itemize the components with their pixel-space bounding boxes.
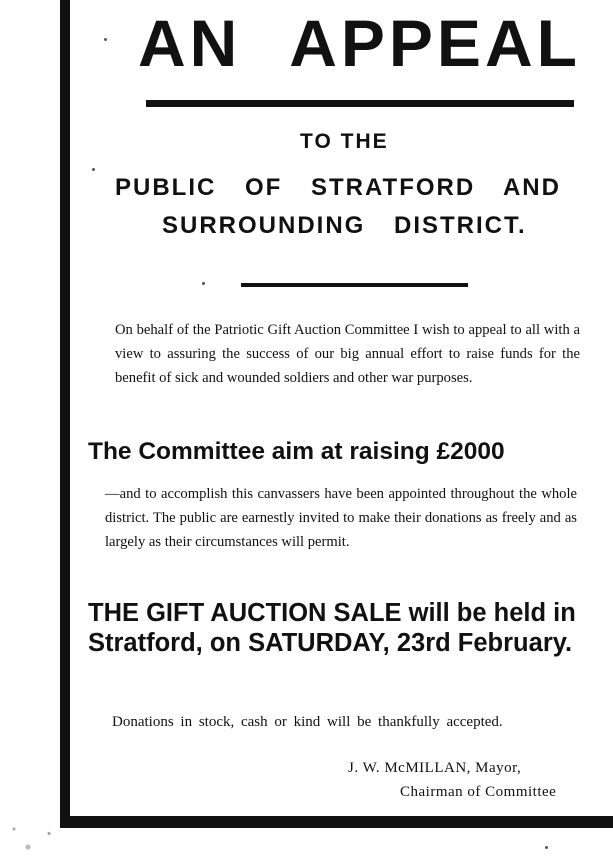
auction-sale-notice: THE GIFT AUCTION SALE will be held in Stratford, on SATURDAY, 23rd February.: [88, 599, 576, 657]
headline-rule: [146, 100, 574, 107]
subtitle-line-1: PUBLIC OF STRATFORD AND: [115, 174, 561, 201]
bottom-border-rule: [60, 816, 613, 828]
poster-headline: AN APPEAL: [138, 6, 581, 80]
subtitle-line-2: SURROUNDING DISTRICT.: [162, 212, 527, 239]
ink-speck: [202, 282, 205, 285]
ink-speck: [92, 168, 95, 171]
donations-note: Donations in stock, cash or kind will be thankfully accepted.: [112, 714, 503, 730]
section-rule: [241, 283, 468, 287]
ink-speck: [104, 38, 107, 41]
paper-damage: [0, 820, 70, 865]
ink-speck: [545, 846, 548, 849]
appeal-paragraph: On behalf of the Patriotic Gift Auction Committee I wish to appeal to all with a view to assuring the success of our big annual effort to raise funds for the benefit of sick and wounded soldiers and other war purposes.: [115, 322, 580, 386]
canvassers-paragraph: —and to accomplish this canvassers have been appointed throughout the whole district. The public are earnestly invited to make their donations as freely and as largely as their circumstances will permit.: [105, 486, 577, 550]
fundraising-target: The Committee aim at raising £2000: [88, 438, 505, 465]
to-the-line: TO THE: [300, 130, 389, 153]
left-border-rule: [60, 0, 70, 826]
signature-name: J. W. McMILLAN, Mayor,: [348, 760, 522, 776]
signature-title: Chairman of Committee: [400, 784, 557, 800]
